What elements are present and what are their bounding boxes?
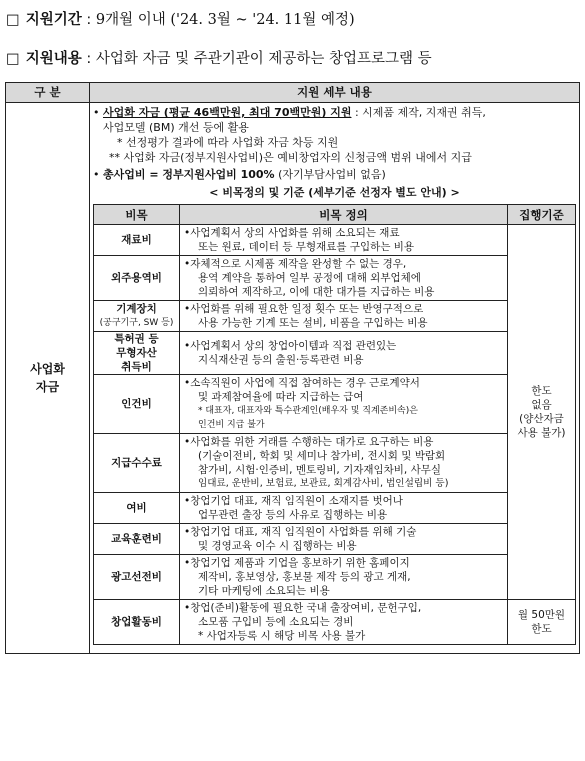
- inner-header-definition: 비목 정의: [180, 205, 508, 225]
- definition-line: 또는 원료, 데이터 등 무형재료를 구입하는 비용: [198, 241, 415, 253]
- expense-definition: [180, 225, 508, 256]
- expense-name: 지급수수료: [94, 434, 180, 493]
- table-row: [94, 375, 576, 434]
- definition-line: •창업기업 대표, 재직 임직원이 소재지를 벗어나: [184, 495, 403, 507]
- expense-name: 교육훈련비: [94, 524, 180, 555]
- expense-name-sub: (공구기구, SW 등): [99, 318, 174, 328]
- standard-general-text: 한도 없음 (양산자금 사용 불가): [517, 385, 566, 439]
- expense-name: 창업활동비: [94, 600, 180, 645]
- note-amount: ** 사업화 자금(정부지원사업비)은 예비창업자의 신청금액 범위 내에서 지급: [109, 151, 472, 164]
- expense-definition: [180, 434, 508, 493]
- period-label: 지원기간: [25, 12, 82, 28]
- note-evaluation: * 선정평가 결과에 따라 사업화 자금 차등 지원: [117, 136, 339, 149]
- header-detail: 지원 세부 내용: [90, 83, 580, 103]
- standard-activity: [508, 600, 576, 645]
- expense-name-cell: [94, 301, 180, 332]
- table-row: [94, 225, 576, 256]
- expense-definition: [180, 332, 508, 375]
- inner-header-item: 비목: [94, 205, 180, 225]
- expense-name: 광고선전비: [94, 555, 180, 600]
- category-label: 사업화 자금: [30, 362, 65, 394]
- bullet-total: • 총사업비 = 정부지원사업비 100% (자기부담사업비 없음): [93, 168, 386, 181]
- definition-line: 지식재산권 등의 출원·등록관련 비용: [198, 354, 364, 366]
- detail-cell: [90, 103, 580, 654]
- table-row: [94, 434, 576, 493]
- category-cell: [6, 103, 90, 654]
- definition-line: 용역 계약을 통하여 일부 공정에 대해 외부업체에: [198, 272, 421, 284]
- definition-line: 및 경영교육 이수 시 집행하는 비용: [198, 540, 357, 552]
- expense-definition: [180, 524, 508, 555]
- definition-line: 소모품 구입비 등에 소요되는 경비: [198, 616, 354, 628]
- definition-line: •사업계획서 상의 사업화를 위해 소요되는 재료: [184, 227, 400, 239]
- content-separator: :: [81, 51, 96, 67]
- bullet-funding-line2: 사업모델 (BM) 개선 등에 활용: [103, 121, 249, 134]
- definition-note: * 사업자등록 시 해당 비목 사용 불가: [198, 630, 366, 642]
- definition-line: •창업기업 제품과 기업을 홍보하기 위한 홈페이지: [184, 557, 410, 569]
- period-value: 9개월 이내 ('24. 3월 ~ '24. 11월 예정): [95, 12, 355, 28]
- expense-table: [93, 204, 576, 645]
- expense-name: 기계장치: [116, 303, 157, 315]
- standard-general: [508, 225, 576, 600]
- table-row: [94, 332, 576, 375]
- header-category: 구 분: [6, 83, 90, 103]
- definition-line: 임대료, 운반비, 보험료, 보관료, 회계감사비, 법인설립비 등): [198, 478, 449, 489]
- definition-line: •소속직원이 사업에 직접 참여하는 경우 근로계약서: [184, 377, 420, 389]
- support-table: [5, 82, 580, 654]
- definition-note: 인건비 지급 불가: [198, 420, 265, 430]
- expense-name: 외주용역비: [94, 256, 180, 301]
- table-row: [94, 301, 576, 332]
- definition-line: •자체적으로 시제품 제작을 완성할 수 없는 경우,: [184, 258, 407, 270]
- period-separator: :: [81, 12, 96, 28]
- expense-definition: [180, 555, 508, 600]
- expense-definition: [180, 256, 508, 301]
- table-row: [94, 555, 576, 600]
- expense-name: 인건비: [94, 375, 180, 434]
- checkbox-square-icon: □: [6, 51, 20, 67]
- expense-name: 여비: [94, 493, 180, 524]
- content-heading: [6, 47, 432, 68]
- checkbox-square-icon: □: [6, 12, 20, 28]
- table-row: [94, 600, 576, 645]
- expense-definition: [180, 375, 508, 434]
- bullet-funding-key: 사업화 자금 (평균 46백만원, 최대 70백만원) 지원: [103, 106, 352, 119]
- content-label: 지원내용: [25, 51, 82, 67]
- content-value: 사업화 자금 및 주관기관이 제공하는 창업프로그램 등: [95, 51, 432, 67]
- definition-line: •사업계획서 상의 창업아이템과 직접 관련있는: [184, 340, 397, 352]
- definition-line: (기술이전비, 학회 및 세미나 참가비, 전시회 및 박람회: [198, 450, 446, 462]
- definition-line: 및 과제참여율에 따라 지급하는 급여: [198, 391, 364, 403]
- definition-line: 의뢰하여 제작하고, 이에 대한 대가를 지급하는 비용: [198, 286, 435, 298]
- period-heading: [6, 8, 355, 29]
- table-row: [94, 524, 576, 555]
- definition-note: * 대표자, 대표자와 특수관계인(배우자 및 직계존비속)은: [198, 406, 418, 416]
- definition-line: 사용 가능한 기계 또는 설비, 비품을 구입하는 비용: [198, 317, 428, 329]
- expense-definition: [180, 600, 508, 645]
- definition-line: 기타 마케팅에 소요되는 비용: [198, 585, 330, 597]
- definition-line: 제작비, 홍보영상, 홍보물 제작 등의 광고 게재,: [198, 571, 411, 583]
- definition-line: •창업기업 대표, 재직 임직원이 사업화를 위해 기술: [184, 526, 417, 538]
- table-row: [94, 256, 576, 301]
- bullet-funding-rest: : 시제품 제작, 지재권 취득,: [351, 106, 486, 119]
- expense-definition: [180, 301, 508, 332]
- definition-line: •창업(준비)활동에 필요한 국내 출장여비, 문헌구입,: [184, 602, 422, 614]
- standard-activity-text: 월 50만원 한도: [517, 609, 566, 635]
- criteria-subtitle: < 비목정의 및 기준 (세부기준 선정자 별도 안내) >: [209, 186, 460, 199]
- bullet-total-key: 총사업비 = 정부지원사업비 100%: [103, 168, 275, 181]
- definition-line: •사업화를 위해 필요한 일정 횟수 또는 반영구적으로: [184, 303, 424, 315]
- definition-line: •사업화를 위한 거래를 수행하는 대가로 요구하는 비용: [184, 436, 434, 448]
- expense-definition: [180, 493, 508, 524]
- expense-name-cell: [94, 332, 180, 375]
- expense-name: 재료비: [94, 225, 180, 256]
- definition-line: 참가비, 시험·인증비, 멘토링비, 기자재임차비, 사무실: [198, 464, 442, 476]
- expense-name: 특허권 등 무형자산 취득비: [114, 333, 159, 373]
- inner-header-standard: 집행기준: [508, 205, 576, 225]
- bullet-total-rest: (자기부담사업비 없음): [274, 168, 386, 181]
- definition-line: 업무관련 출장 등의 사유로 집행하는 비용: [198, 509, 388, 521]
- table-row: [94, 493, 576, 524]
- bullet-funding: • 사업화 자금 (평균 46백만원, 최대 70백만원) 지원 : 시제품 제작, 지재권 취득,: [93, 106, 486, 119]
